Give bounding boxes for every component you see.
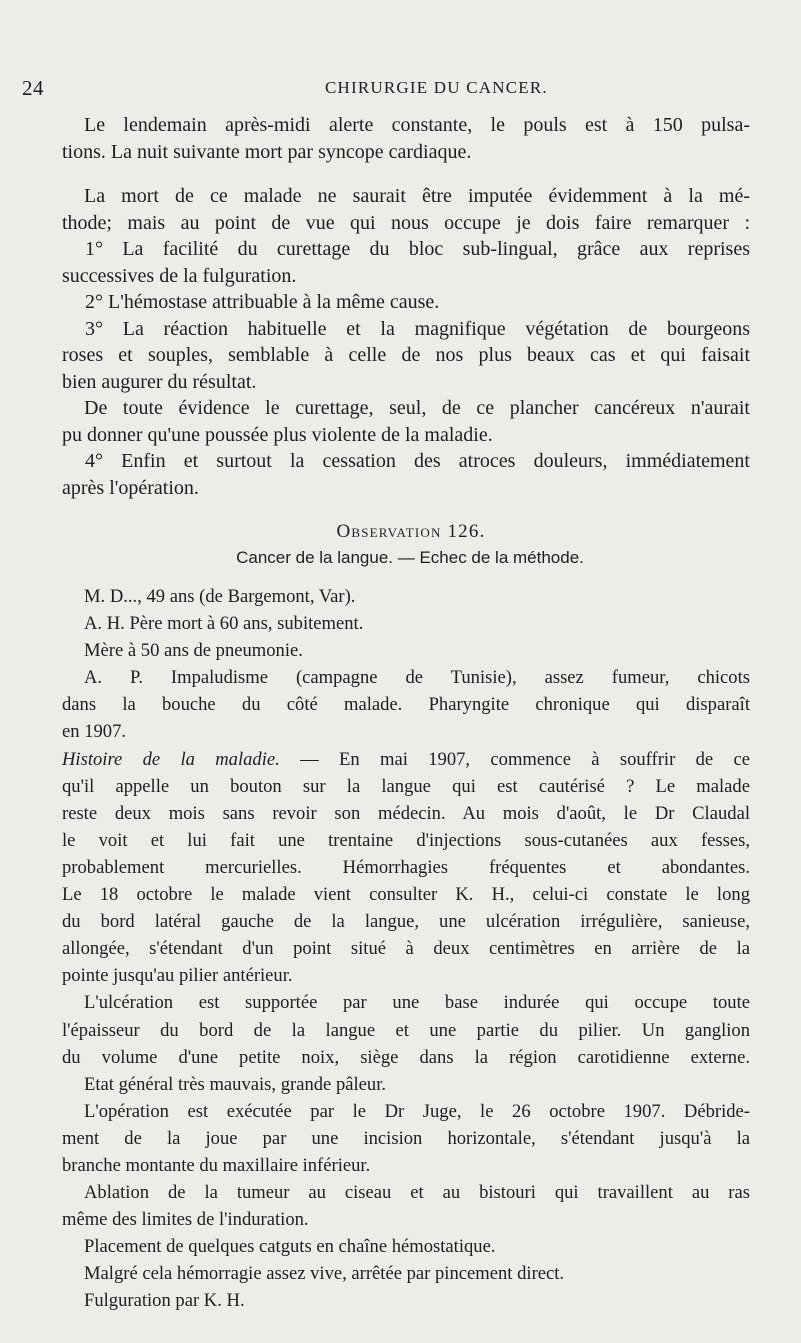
text-line: pu donner qu'une poussée plus violente de la maladie. bbox=[62, 423, 493, 446]
text-line: en 1907. bbox=[62, 721, 127, 743]
text-line: le voit et lui fait une trentaine d'injections sous-cutanées aux fesses, bbox=[62, 829, 750, 851]
text-line: 2° L'hémostase attribuable à la même cause. bbox=[85, 291, 440, 313]
text-line: 3° La réaction habituelle et la magnifique végétation de bourgeons bbox=[85, 317, 750, 340]
text-line: Le lendemain après-midi alerte constante, le pouls est à 150 pulsa- bbox=[84, 114, 750, 136]
observation-title: Observation 126. bbox=[336, 521, 486, 542]
case-details bbox=[62, 583, 750, 1315]
text-line: Malgré cela hémorragie assez vive, arrêtée par pincement direct. bbox=[84, 1263, 565, 1285]
text-line: du volume d'une petite noix, siège dans la région carotidienne externe. bbox=[62, 1046, 750, 1068]
text-line: Ablation de la tumeur au ciseau et au bistouri qui travaillent au ras bbox=[84, 1182, 750, 1204]
text-line: 4° Enfin et surtout la cessation des atroces douleurs, immédiatement bbox=[85, 450, 750, 472]
text-line: 1° La facilité du curettage du bloc sub-lingual, grâce aux reprises bbox=[85, 238, 750, 260]
text-line: Placement de quelques catguts en chaîne hémostatique. bbox=[84, 1236, 496, 1258]
text-line: Etat général très mauvais, grande pâleur. bbox=[84, 1073, 387, 1095]
text-line: bien augurer du résultat. bbox=[62, 370, 257, 393]
text-line: A. P. Impaludisme (campagne de Tunisie), assez fumeur, chicots bbox=[84, 667, 750, 689]
body-text bbox=[62, 112, 750, 1315]
text-line bbox=[62, 746, 750, 773]
text-line: L'ulcération est supportée par une base indurée qui occupe toute bbox=[84, 992, 750, 1014]
text-line: branche montante du maxillaire inférieur. bbox=[62, 1154, 371, 1176]
text-line: après l'opération. bbox=[62, 476, 199, 499]
text-line: De toute évidence le curettage, seul, de ce plancher cancéreux n'aurait bbox=[84, 397, 750, 419]
text-line: L'opération est exécutée par le Dr Juge, le 26 octobre 1907. Débride- bbox=[84, 1100, 750, 1122]
text-line: roses et souples, semblable à celle de nos plus beaux cas et qui faisait bbox=[62, 344, 750, 366]
history-first-line: — En mai 1907, commence à souffrir de ce bbox=[279, 748, 750, 770]
text-line: Fulguration par K. H. bbox=[84, 1290, 245, 1312]
text-line: du bord latéral gauche de la langue, une ulcération irrégulière, sanieuse, bbox=[62, 911, 750, 933]
text-line: successives de la fulguration. bbox=[62, 264, 297, 287]
text-line: reste deux mois sans revoir son médecin. Au mois d'août, le Dr Claudal bbox=[62, 802, 750, 824]
text-line: qu'il appelle un bouton sur la langue qui est cautérisé ? Le malade bbox=[62, 775, 750, 797]
observation-subtitle: Cancer de la langue. — Echec de la méthode. bbox=[236, 548, 584, 567]
text-line: l'épaisseur du bord de la langue et une partie du pilier. Un ganglion bbox=[62, 1019, 750, 1041]
page-header bbox=[0, 76, 801, 104]
text-line: dans la bouche du côté malade. Pharyngite chronique qui disparaît bbox=[62, 694, 750, 716]
text-line: thode; mais au point de vue qui nous occupe je dois faire remarquer : bbox=[62, 211, 750, 234]
running-head: CHIRURGIE DU CANCER. bbox=[325, 78, 548, 97]
text-line: Mère à 50 ans de pneumonie. bbox=[84, 640, 303, 662]
text-line: pointe jusqu'au pilier antérieur. bbox=[62, 965, 293, 987]
text-line: tions. La nuit suivante mort par syncope cardiaque. bbox=[62, 140, 472, 163]
history-heading: Histoire de la maladie. bbox=[62, 748, 280, 770]
text-line: M. D..., 49 ans (de Bargemont, Var). bbox=[84, 586, 356, 607]
text-line: A. H. Père mort à 60 ans, subitement. bbox=[84, 613, 364, 635]
text-line: probablement mercurielles. Hémorrhagies fréquentes et abondantes. bbox=[62, 856, 750, 878]
text-line: ment de la joue par une incision horizontale, s'étendant jusqu'à la bbox=[62, 1127, 750, 1149]
text-line: allongée, s'étendant d'un point situé à deux centimètres en arrière de la bbox=[62, 938, 750, 960]
text-line: La mort de ce malade ne saurait être imputée évidemment à la mé- bbox=[84, 185, 750, 207]
page-number: 24 bbox=[22, 76, 44, 100]
text-line: même des limites de l'induration. bbox=[62, 1209, 309, 1231]
text-line: Le 18 octobre le malade vient consulter K. H., celui-ci constate le long bbox=[62, 884, 750, 906]
